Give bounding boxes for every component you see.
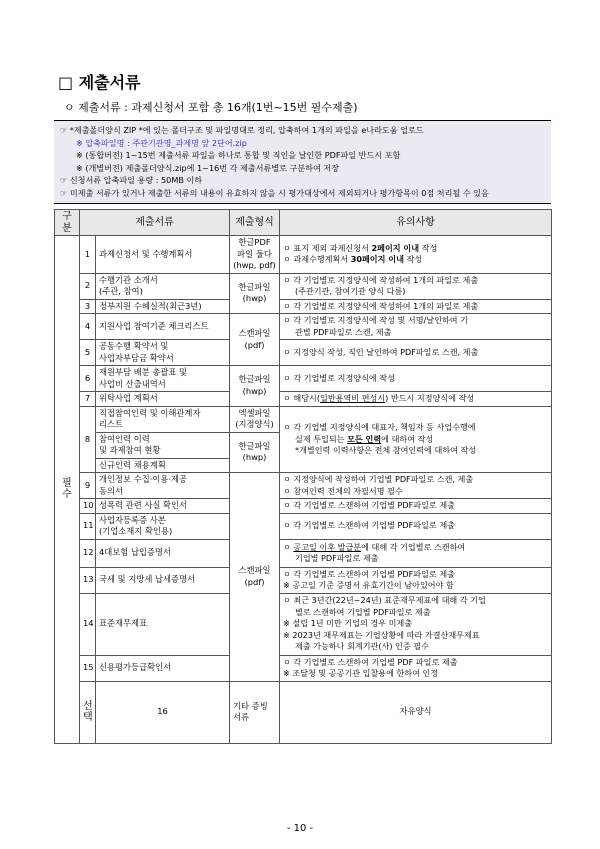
- table-row: [55, 681, 552, 743]
- header-caution: 유의사항: [280, 210, 552, 236]
- header-document: 제출서류: [80, 210, 230, 236]
- row-number: 3: [80, 299, 96, 314]
- document-name: 신규인력 채용계획: [96, 458, 230, 473]
- row-number: 4: [80, 314, 96, 340]
- table-row: [55, 299, 552, 314]
- caution-cell: ㅇ 각 기업별로 스캔하여 기업별 PDF파일로 제출 ※ 공고일 기준 증명서 유효기간이 남아있어야 함: [280, 567, 552, 593]
- document-name: 성폭력 관련 사실 확인서: [96, 499, 230, 514]
- document-name: 재원부담 배분 총괄표 및 사업비 산출내역서: [96, 366, 230, 392]
- row-number: 12: [80, 539, 96, 567]
- note-line: ☞ *제출폴더양식 ZIP *에 있는 폴더구조 및 파일명대로 정리, 압축하여 1개의 파일을 e나라도움 업로드: [60, 125, 424, 135]
- document-name: 과제신청서 및 수행계획서: [96, 236, 230, 274]
- row-number: 9: [80, 473, 96, 499]
- format-cell: 한글파일 (hwp): [230, 432, 280, 473]
- table-header-row: [55, 210, 552, 236]
- table-row: [55, 539, 552, 567]
- document-name: 공동수행 확약서 및 사업자부담금 확약서: [96, 340, 230, 366]
- table-row: [55, 314, 552, 340]
- document-name: 국세 및 지방세 납세증명서: [96, 567, 230, 593]
- row-number: 10: [80, 499, 96, 514]
- document-name: 참여인력 이력 및 과제참여 현황: [96, 432, 230, 458]
- table-row: [55, 236, 552, 274]
- caution-cell: ㅇ 지정양식에 작성하여 기업별 PDF파일로 스캔, 제출 ㅇ 참여인력 전체의 자필서명 필수: [280, 473, 552, 499]
- caution-cell: ㅇ 각 기업별로 스캔하여 기업별 PDF 파일로 제출 ※ 조달청 및 공공기관 입찰용에 한하여 인정: [280, 655, 552, 681]
- document-name: 기타 증빙 서류: [230, 681, 280, 743]
- caution-cell: ㅇ 각 기업별로 스캔하여 기업별 PDF파일로 제출: [280, 513, 552, 539]
- note-line: ☞ 미제출 서류가 있거나 제출한 서류의 내용이 유효하지 않을 시 평가대상에서 제외되거나 평가항목이 0점 처리될 수 있음: [60, 187, 489, 198]
- format-cell: 스캔파일 (pdf): [230, 473, 280, 682]
- table-row: [55, 567, 552, 593]
- row-number: 15: [80, 655, 96, 681]
- header-category: 구분: [55, 210, 80, 236]
- caution-cell: ㅇ 해당시(일반용역비 편성시) 반드시 지정양식에 작성: [280, 392, 552, 407]
- format-cell: 엑셀파일 (지정양식): [230, 406, 280, 432]
- table-row: [55, 366, 552, 392]
- row-number: 5: [80, 340, 96, 366]
- table-row: [55, 499, 552, 514]
- format-cell: 한글파일 (hwp): [230, 366, 280, 407]
- notes-box: [54, 120, 551, 204]
- document-name: 표준재무제표: [96, 593, 230, 655]
- document-name: 사업자등록증 사본 (기업소재지 확인용): [96, 513, 230, 539]
- row-number: 16: [96, 681, 230, 743]
- caution-cell: ㅇ 각 기업별로 스캔하여 기업별 PDF파일로 제출: [280, 499, 552, 514]
- document-name: 정부지원 수혜실적(최근3년): [96, 299, 230, 314]
- caution-cell: ㅇ 각 기업별로 지정양식에 작성: [280, 366, 552, 392]
- table-row: [55, 392, 552, 407]
- note-line: ※ 압축파일명 : 주관기관명_과제명 앞 2단어.zip: [76, 137, 247, 148]
- note-line: ※ (통합버전) 1~15번 제출서류 파일을 하나로 통합 및 직인을 날인한 PDF파일 반드시 포함: [76, 150, 401, 160]
- table-row: [55, 273, 552, 299]
- row-number: 8: [80, 406, 96, 473]
- note-line: ※ (개별버전) 제출폴더양식.zip에 1~16번 각 제출서류별로 구분하여 저장: [76, 162, 340, 173]
- table-row: [55, 655, 552, 681]
- caution-cell: ㅇ 최근 3년간(22년~24년) 표준재무제표에 대해 각 기업 별로 스캔하여 기업별 PDF파일로 제출 ※ 설립 1년 미만 기업의 경우 미제출 ※ 2023년 재무제표는 기업상황에 따라 가결산재무제표 제출 가능하나 회계기관(사) 인증 필수: [280, 593, 552, 655]
- format-cell: 자유양식: [280, 681, 552, 743]
- document-name: 4대보험 납입증명서: [96, 539, 230, 567]
- row-number: 14: [80, 593, 96, 655]
- section-title: □ 제출서류: [58, 73, 141, 92]
- row-number: 11: [80, 513, 96, 539]
- caution-cell: ㅇ 각 기업별 지정양식에 대표자, 책임자 등 사업수행에 실제 투입되는 모든 인력에 대하여 작성 *개별인력 이력사항은 전체 참여인력에 대하여 작성: [280, 406, 552, 473]
- format-cell: 스캔파일 (pdf): [230, 314, 280, 366]
- row-number: 2: [80, 273, 96, 299]
- row-number: 13: [80, 567, 96, 593]
- caution-cell: ㅇ 각 기업별로 지정양식에 작성하여 1개의 파일로 제출: [280, 299, 552, 314]
- category-optional: 선 택: [80, 681, 96, 743]
- note-line: ☞ 신청서류 압축파일 용량 : 50MB 이하: [60, 175, 203, 185]
- table-row: [55, 473, 552, 499]
- caution-cell: ㅇ 지정양식 작성, 직인 날인하여 PDF파일로 스캔, 제출: [280, 340, 552, 366]
- document-name: 직접참여인력 및 이해관계자 리스트: [96, 406, 230, 432]
- document-name: 지원사업 참여기준 체크리스트: [96, 314, 230, 340]
- document-name: 개인정보 수집·이용·제공 동의서: [96, 473, 230, 499]
- table-row: [55, 340, 552, 366]
- row-number: 1: [80, 236, 96, 274]
- table-row: [55, 513, 552, 539]
- row-number: 7: [80, 392, 96, 407]
- table-row: [55, 593, 552, 655]
- submission-summary: ㅇ 제출서류 : 과제신청서 포함 총 16개(1번~15번 필수제출): [64, 101, 358, 114]
- caution-cell: ㅇ 각 기업별로 지정양식에 작성하여 1개의 파일로 제출 (주관기관, 참여기관 양식 다름): [280, 273, 552, 299]
- document-name: 수행기관 소개서 (주관, 참여): [96, 273, 230, 299]
- caution-cell: ㅇ 표지 제외 과제신청서 2페이지 이내 작성 ㅇ 과제수행계획서 30페이지 이내 작성: [280, 236, 552, 274]
- submission-documents-table: [54, 209, 552, 744]
- document-name: 신용평가등급확인서: [96, 655, 230, 681]
- page-number: - 10 -: [286, 823, 314, 834]
- row-number: 6: [80, 366, 96, 392]
- document-name: 위탁사업 계획서: [96, 392, 230, 407]
- format-cell: 한글파일 (hwp): [230, 273, 280, 314]
- caution-cell: ㅇ 공고일 이후 발급분에 대해 각 기업별로 스캔하여 기업별 PDF파일로 제출: [280, 539, 552, 567]
- header-format: 제출형식: [230, 210, 280, 236]
- category-required: 필 수: [55, 236, 80, 744]
- table-row: [55, 406, 552, 432]
- caution-cell: ㅇ 각 기업별로 지정양식에 작성 및 서명/날인하여 기 관별 PDF파일로 스캔, 제출: [280, 314, 552, 340]
- format-cell: 한글PDF 파일 둘다 (hwp, pdf): [230, 236, 280, 274]
